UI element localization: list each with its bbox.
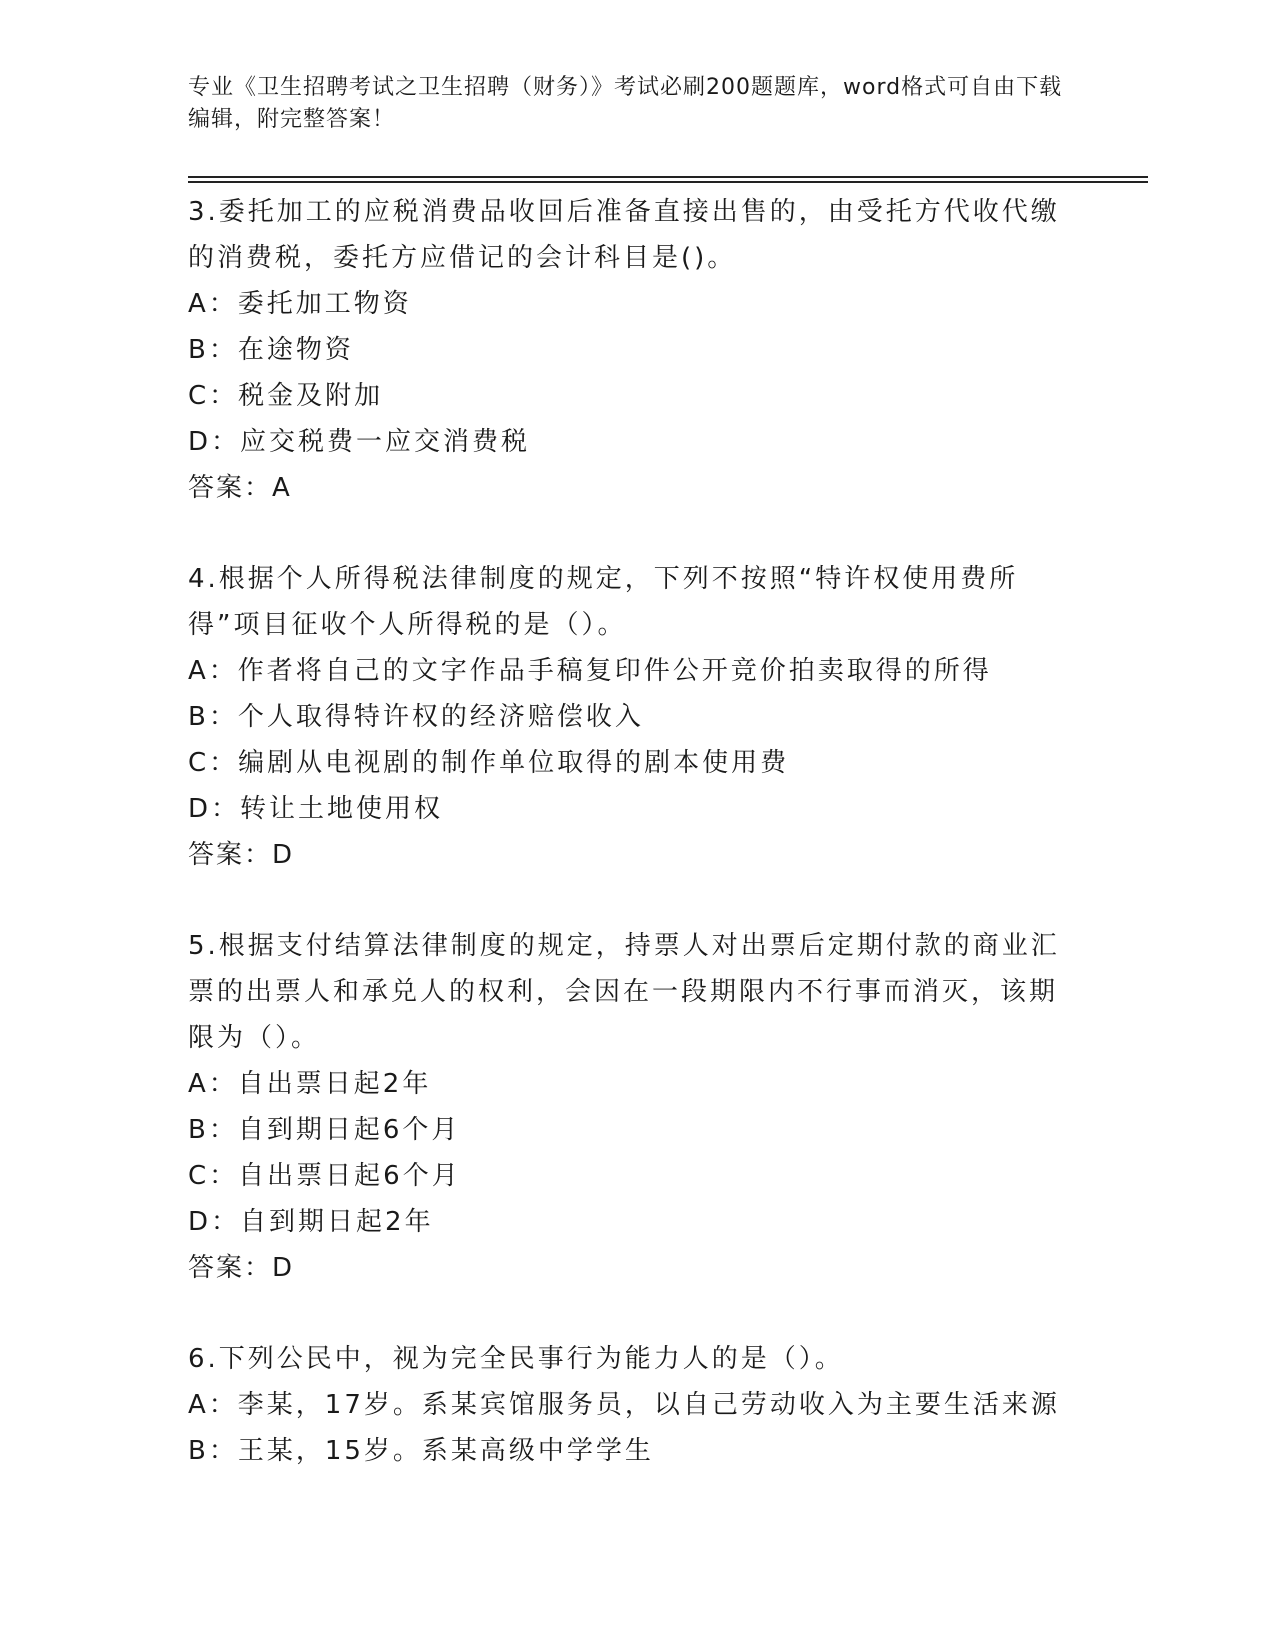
- question-6: [188, 1336, 1068, 1474]
- option-a: A：李某，17岁。系某宾馆服务员，以自己劳动收入为主要生活来源: [188, 1390, 1060, 1420]
- question-3: [188, 189, 1068, 511]
- option-c: C：税金及附加: [188, 381, 384, 411]
- question-list: [188, 189, 1068, 1519]
- question-stem: 6.下列公民中，视为完全民事行为能力人的是（）。: [188, 1344, 844, 1374]
- question-stem: 3.委托加工的应税消费品收回后准备直接出售的，由受托方代收代缴的消费税，委托方应借记的会计科目是()。: [188, 197, 1060, 273]
- option-c: C：编剧从电视剧的制作单位取得的剧本使用费: [188, 748, 790, 778]
- question-stem: 4.根据个人所得税法律制度的规定，下列不按照“特许权使用费所得”项目征收个人所得税的是（）。: [188, 564, 1019, 640]
- option-c: C：自出票日起6个月: [188, 1161, 461, 1191]
- header-divider-bottom: [188, 181, 1148, 183]
- option-d: D：自到期日起2年: [188, 1207, 434, 1237]
- question-5: [188, 923, 1068, 1291]
- option-d: D：转让土地使用权: [188, 794, 444, 824]
- header-divider-top: [188, 176, 1148, 178]
- option-b: B：个人取得特许权的经济赔偿收入: [188, 702, 644, 732]
- document-header: [188, 72, 1068, 136]
- header-title: 专业《卫生招聘考试之卫生招聘（财务）》考试必刷200题题库，word格式可自由下载编辑，附完整答案！: [188, 75, 1063, 132]
- option-b: B：王某，15岁。系某高级中学学生: [188, 1436, 654, 1466]
- option-d: D：应交税费一应交消费税: [188, 427, 531, 457]
- option-b: B：自到期日起6个月: [188, 1115, 461, 1145]
- option-a: A：自出票日起2年: [188, 1069, 432, 1099]
- option-a: A：作者将自己的文字作品手稿复印件公开竞价拍卖取得的所得: [188, 656, 992, 686]
- answer-line: 答案：A: [188, 473, 292, 503]
- question-stem: 5.根据支付结算法律制度的规定，持票人对出票后定期付款的商业汇票的出票人和承兑人的权利，会因在一段期限内不行事而消灭，该期限为（）。: [188, 931, 1060, 1053]
- option-b: B：在途物资: [188, 335, 354, 365]
- option-a: A：委托加工物资: [188, 289, 412, 319]
- answer-line: 答案：D: [188, 1253, 295, 1283]
- question-4: [188, 556, 1068, 878]
- answer-line: 答案：D: [188, 840, 295, 870]
